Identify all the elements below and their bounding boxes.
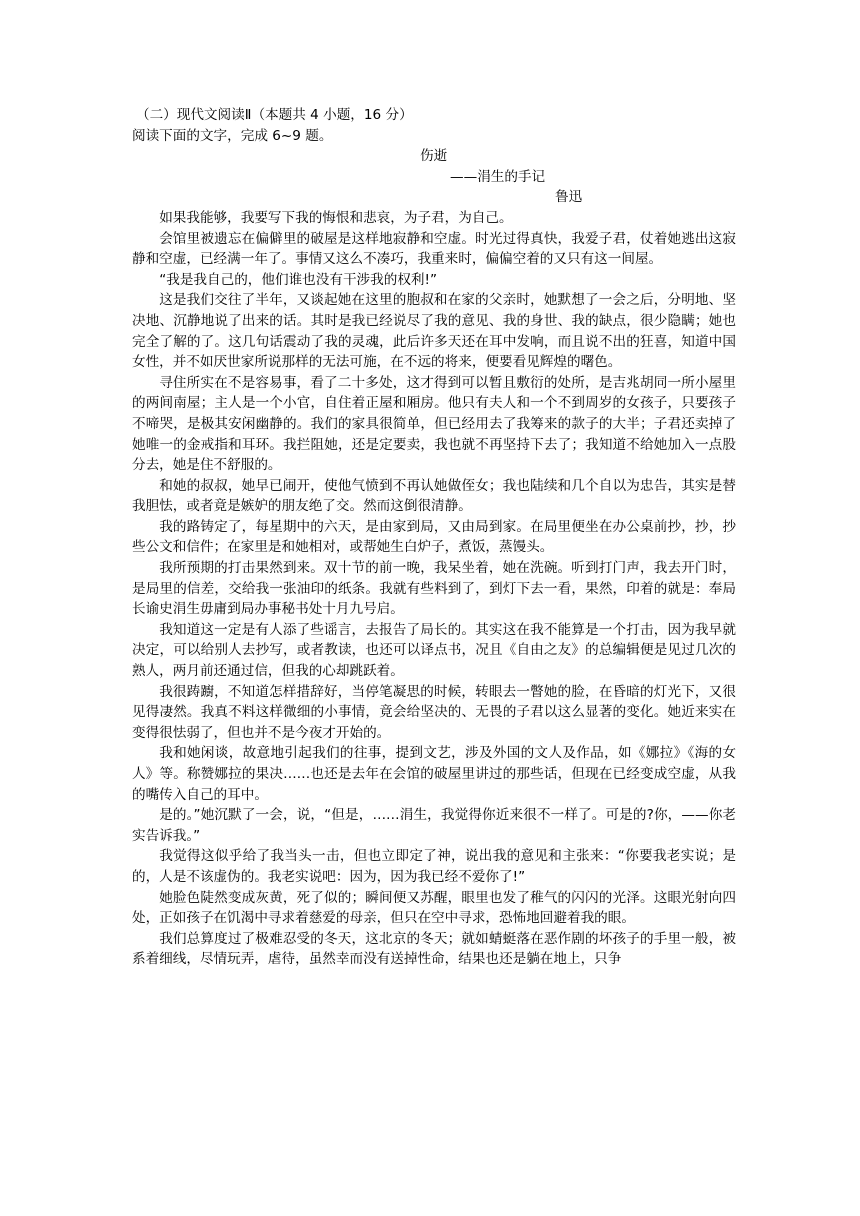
reading-instruction: 阅读下面的文字，完成 6~9 题。 xyxy=(132,127,333,144)
paragraph: 我知道这一定是有人添了些谣言，去报告了局长的。其实这在我不能算是一个打击，因为我早就决定，可以给别人去抄写，或者教读，也还可以译点书，况且《自由之友》的总编辑便是见过几次的熟人，两月前还通过信，但我的心却跳跃着。 xyxy=(132,621,736,680)
paragraph: 我们总算度过了极难忍受的冬天，这北京的冬天；就如蜻蜓落在恶作剧的坏孩子的手里一般，被系着细线，尽情玩弄，虐待，虽然幸而没有送掉性命，结果也还是躺在地上，只争 xyxy=(132,930,736,968)
paragraph: 我和她闲谈，故意地引起我们的往事，提到文艺，涉及外国的文人及作品，如《娜拉》《海的女人》等。称赞娜拉的果决……也还是去年在会馆的破屋里讲过的那些话，但现在已经变成空虚，从我的嘴传入自己的耳中。 xyxy=(132,745,736,803)
paragraph: “我是我自己的，他们谁也没有干涉我的权利!” xyxy=(159,271,438,288)
paragraph: 我很踌躕，不知道怎样措辞好，当停笔凝思的时候，转眼去一瞥她的脸，在昏暗的灯光下，又很见得凄然。我真不料这样微细的小事情，竟会给坚决的、无畏的子君以这么显著的变化。她近来实在变得很怯弱了，但也并不是今夜才开始的。 xyxy=(132,683,736,741)
paragraph: 和她的叔叔，她早已闹开，使他气愤到不再认她做侄女；我也陆续和几个自以为忠告，其实是替我胆怯，或者竟是嫉妒的朋友绝了交。然而这倒很清静。 xyxy=(132,477,736,515)
essay-title: 伤逝 xyxy=(420,148,448,165)
paragraph: 寻住所实在不是容易事，看了二十多处，这才得到可以暂且敷衍的处所，是吉兆胡同一所小屋里的两间南屋；主人是一个小官，自住着正屋和厢房。他只有夫人和一个不到周岁的女孩子，只要孩子不啼哭，是极其安闲幽静的。我们的家具很简单，但已经用去了我筹来的款子的大半；子君还卖掉了她唯一的金戒指和耳环。我拦阻她，还是定要卖，我也就不再坚持下去了；我知道不给她加入一点股分去，她是住不舒服的。 xyxy=(132,374,736,474)
essay-author: 鲁迅 xyxy=(555,189,583,206)
section-heading: （二）现代文阅读Ⅱ（本题共 4 小题，16 分） xyxy=(136,107,413,123)
paragraph: 是的。”她沉默了一会，说，“但是，……涓生，我觉得你近来很不一样了。可是的?你，——你老实告诉我。” xyxy=(132,807,736,844)
paragraph: 如果我能够，我要写下我的悔恨和悲哀，为子君，为自己。 xyxy=(159,209,513,226)
paragraph: 她脸色陡然变成灰黄，死了似的；瞬间便又苏醒，眼里也发了稚气的闪闪的光泽。这眼光射向四处，正如孩子在饥渴中寻求着慈爱的母亲，但只在空中寻求，恐怖地回避着我的眼。 xyxy=(132,889,736,927)
paragraph: 我所预期的打击果然到来。双十节的前一晚，我呆坐着，她在洗碗。听到打门声，我去开门时，是局里的信差，交给我一张油印的纸条。我就有些料到了，到灯下去一看，果然，印着的就是：奉局长谕史涓生毋庸到局办事秘书处十月九号启。 xyxy=(132,560,736,618)
paragraph: 我觉得这似乎给了我当头一击，但也立即定了神，说出我的意见和主张来：“你要我老实说；是的，人是不该虚伪的。我老实说吧：因为，因为我已经不爱你了!” xyxy=(132,848,736,885)
paragraph: 这是我们交往了半年，又谈起她在这里的胞叔和在家的父亲时，她默想了一会之后，分明地、坚决地、沉静地说了出来的话。其时是我已经说尽了我的意见、我的身世、我的缺点，很少隐瞒；她也完全了解的了。这几句话震动了我的灵魂，此后许多天还在耳中发响，而且说不出的狂喜，知道中国女性，并不如厌世家所说那样的无法可施，在不远的将来，便要看见辉煌的曙色。 xyxy=(132,292,736,371)
essay-subtitle: ——涓生的手记 xyxy=(450,168,546,185)
paragraph: 我的路铸定了，每星期中的六天，是由家到局，又由局到家。在局里便坐在办公桌前抄，抄，抄些公文和信件；在家里是和她相对，或帮她生白炉子，煮饭，蒸馒头。 xyxy=(132,518,736,556)
document-body xyxy=(132,105,736,970)
paragraph: 会馆里被遗忘在偏僻里的破屋是这样地寂静和空虚。时光过得真快，我爱子君，仗着她逃出这寂静和空虚，已经满一年了。事情又这么不凑巧，我重来时，偏偏空着的又只有这一间屋。 xyxy=(132,230,736,268)
